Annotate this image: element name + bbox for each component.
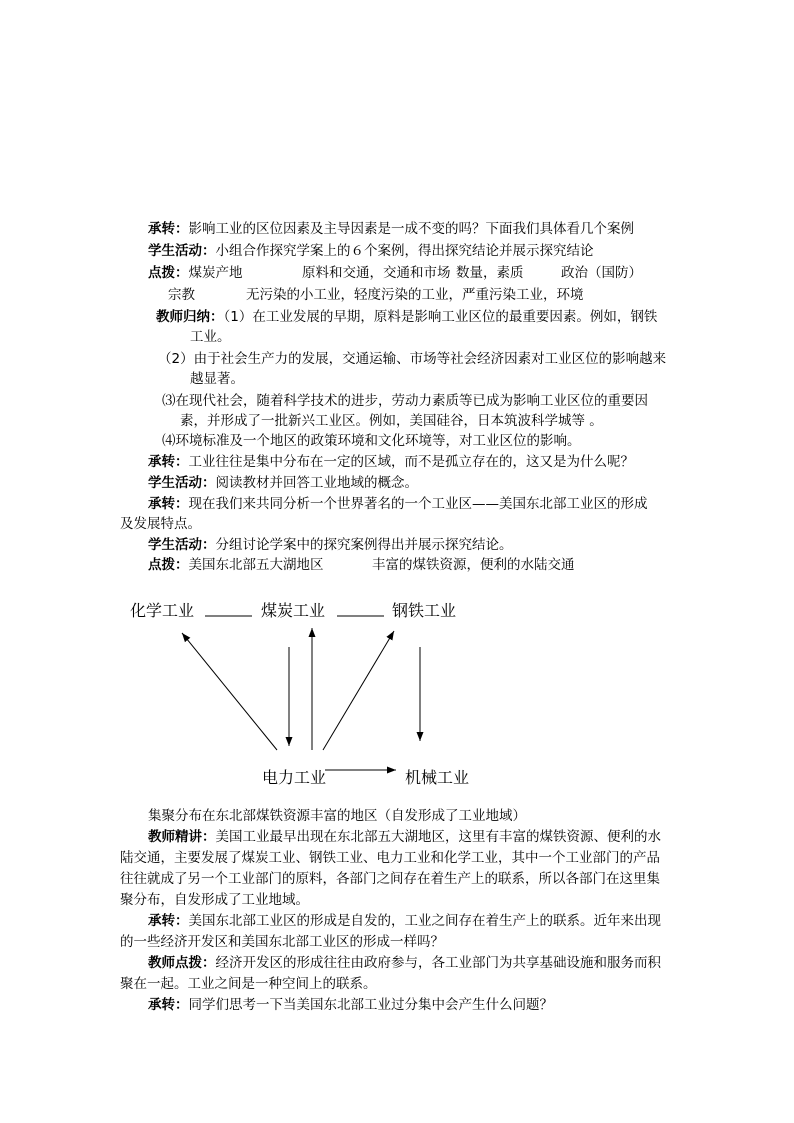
hint-item: 政治（国防） xyxy=(561,265,642,281)
label: 点拨： xyxy=(148,265,189,281)
coal-industry-label: 煤炭工业 xyxy=(261,601,326,620)
hint-item: 数量，素质 xyxy=(456,265,524,281)
text: 经济开发区的形成往往由政府参与，各工业部门为共享基础设施和服务而积 xyxy=(215,955,661,971)
label: 学生活动： xyxy=(148,243,216,259)
summary-point-4: ⑷环境标准及一个地区的政策环境和文化环境等，对工业区位的影响。 xyxy=(162,433,581,449)
label: 点拨： xyxy=(148,557,189,573)
text: 现在我们来共同分析一个世界著名的一个工业区——美国东北部工业区的形成 xyxy=(188,496,648,512)
paragraph-teacher-explanation xyxy=(148,827,661,847)
label: 教师归纳： xyxy=(156,309,224,325)
text-line: 越显著。 xyxy=(190,371,244,387)
machinery-industry-label: 机械工业 xyxy=(405,768,470,787)
label: 承转： xyxy=(148,221,189,237)
text: 美国东北部工业区的形成是自发的，工业之间存在着生产上的联系。近年来出现 xyxy=(188,913,661,929)
item: 煤炭产地 xyxy=(188,265,243,281)
label: 学生活动： xyxy=(148,537,216,553)
label: 承转： xyxy=(148,913,189,929)
arrow-power-to-steel xyxy=(323,631,394,750)
summary-point-2: （2）由于社会生产力的发展，交通运输、市场等社会经济因素对工业区位的影响越来 xyxy=(158,351,667,367)
power-industry-label: 电力工业 xyxy=(262,768,327,787)
text-line: 及发展特点。 xyxy=(120,516,201,532)
chemical-industry-label: 化学工业 xyxy=(130,601,195,620)
hint-text: 丰富的煤铁资源，便利的水陆交通 xyxy=(372,557,575,573)
label: 教师精讲： xyxy=(148,829,216,845)
paragraph-agglomeration: 集聚分布在东北部煤铁资源丰富的地区（自发形成了工业地域） xyxy=(148,808,526,824)
text-line: 素，并形成了一批新兴工业区。例如，美国硅谷，日本筑波科学城等 。 xyxy=(180,413,603,429)
text-line: 聚在一起。工业之间是一种空间上的联系。 xyxy=(120,976,377,992)
text-line: 的一些经济开发区和美国东北部工业区的形成一样吗？ xyxy=(120,934,444,950)
hint-item: 无污染的小工业，轻度污染的工业，严重污染工业，环境 xyxy=(246,287,584,303)
hint-item: 宗教 xyxy=(168,287,195,303)
text-line: 陆交通，主要发展了煤炭工业、钢铁工业、电力工业和化学工业，其中一个工业部门的产品 xyxy=(120,850,660,866)
text: （1）在工业发展的早期，原料是影响工业区位的最重要因素。例如，钢铁 xyxy=(223,309,658,325)
text: 影响工业的区位因素及主导因素是一成不变的吗？下面我们具体看几个案例 xyxy=(188,221,634,237)
paragraph-transition-4 xyxy=(148,911,661,931)
text: 分组讨论学案中的探究案例得出并展示探究结论。 xyxy=(215,537,513,553)
label: 承转： xyxy=(148,997,189,1013)
text: 美国工业最早出现在东北部五大湖地区，这里有丰富的煤铁资源、便利的水 xyxy=(215,829,661,845)
text: 同学们思考一下当美国东北部工业过分集中会产生什么问题？ xyxy=(188,997,553,1013)
label: 承转： xyxy=(148,454,189,470)
steel-industry-label: 钢铁工业 xyxy=(392,601,457,620)
arrow-power-to-chemical xyxy=(182,633,277,750)
text: 美国东北部五大湖地区 xyxy=(188,557,324,573)
hint-item: 原料和交通，交通和市场 xyxy=(302,265,451,281)
paragraph-teacher-hint xyxy=(148,953,661,973)
text-line: 工业。 xyxy=(190,329,231,345)
summary-point-3: ⑶在现代社会，随着科学技术的进步，劳动力素质等已成为影响工业区位的重要因 xyxy=(162,393,648,409)
text-line: 聚分布，自发形成了工业地域。 xyxy=(120,892,309,908)
label: 教师点拨： xyxy=(148,955,216,971)
text-line: 往往就成了另一个工业部门的原料，各部门之间存在着生产上的联系，所以各部门在这里集 xyxy=(120,871,660,887)
paragraph-transition-5 xyxy=(148,995,553,1015)
text: 小组合作探究学案上的６个案例，得出探究结论并展示探究结论 xyxy=(215,243,594,259)
text: 阅读教材并回答工业地域的概念。 xyxy=(215,475,418,491)
label: 学生活动： xyxy=(148,475,216,491)
text: 工业往往是集中分布在一定的区域，而不是孤立存在的，这又是为什么呢？ xyxy=(188,454,634,470)
label: 承转： xyxy=(148,496,189,512)
